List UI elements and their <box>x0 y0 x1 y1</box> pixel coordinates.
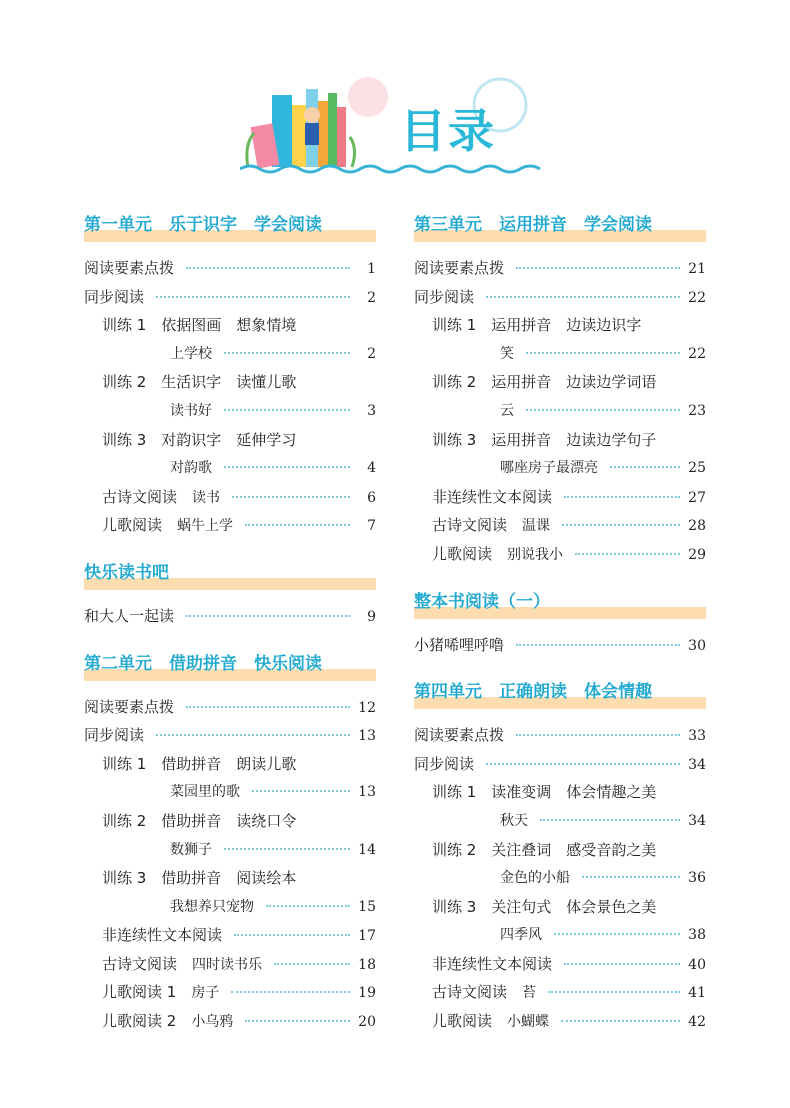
books-icon <box>251 89 346 169</box>
entry-title: 训练 2 运用拼音 边读边学词语 <box>432 373 657 392</box>
page-number: 27 <box>688 489 706 506</box>
entry-title: 读书好 <box>170 402 212 419</box>
toc-entry[interactable] <box>414 311 706 340</box>
leader-dots <box>562 524 680 526</box>
leader-dots <box>224 466 350 468</box>
toc-entry[interactable] <box>414 978 706 1007</box>
entry-title: 和大人一起读 <box>84 606 175 625</box>
toc-entry[interactable] <box>84 693 376 722</box>
toc-entry[interactable] <box>84 397 376 426</box>
leader-dots <box>186 267 350 269</box>
entry-title: 训练 1 依据图画 想象情境 <box>102 316 297 335</box>
toc-entry[interactable] <box>84 483 376 512</box>
entry-subtitle: 读书 <box>192 489 221 506</box>
entry-title: 小猪唏哩呼噜 <box>414 635 505 654</box>
toc-section <box>414 677 706 1036</box>
leader-dots <box>540 819 680 821</box>
entry-title: 训练 1 借助拼音 朗读儿歌 <box>102 754 297 773</box>
leader-dots <box>266 905 350 907</box>
entry-title: 儿歌阅读 <box>432 1012 508 1031</box>
entry-title: 金色的小船 <box>500 870 570 887</box>
toc-entry[interactable] <box>414 340 706 369</box>
toc-entry[interactable] <box>84 807 376 836</box>
entry-title: 非连续性文本阅读 <box>102 926 223 945</box>
section-heading <box>414 210 706 244</box>
leader-dots <box>564 496 680 498</box>
leader-dots <box>526 352 680 354</box>
leader-dots <box>526 409 680 411</box>
page-number: 34 <box>688 756 706 773</box>
toc-section <box>414 210 706 569</box>
toc-entry[interactable] <box>84 978 376 1007</box>
toc-entry[interactable] <box>414 368 706 397</box>
entry-title: 非连续性文本阅读 <box>432 954 553 973</box>
toc-entry[interactable] <box>414 631 706 660</box>
entry-title: 训练 3 借助拼音 阅读绘本 <box>102 869 297 888</box>
entry-title: 同步阅读 <box>414 754 475 773</box>
toc-right-column <box>414 210 706 1036</box>
heading-label: 快乐读书吧 <box>84 562 169 583</box>
child-icon <box>304 107 320 145</box>
entry-title: 古诗文阅读 <box>432 516 523 535</box>
toc-entry[interactable] <box>84 283 376 312</box>
section-heading <box>84 649 376 683</box>
entry-subtitle: 别说我小 <box>507 546 564 563</box>
entry-title: 同步阅读 <box>84 726 145 745</box>
toc-entry[interactable] <box>414 1007 706 1036</box>
leader-dots <box>561 1020 680 1022</box>
toc-section <box>84 558 376 631</box>
page-number: 6 <box>367 489 376 506</box>
toc-entry[interactable] <box>414 950 706 979</box>
leader-dots <box>564 963 680 965</box>
entry-title: 同步阅读 <box>414 287 475 306</box>
leader-dots <box>486 763 680 765</box>
entry-title: 笑 <box>500 345 514 362</box>
leader-dots <box>156 734 350 736</box>
entry-title: 云 <box>500 402 514 419</box>
page-number: 1 <box>367 261 376 277</box>
page-number: 22 <box>688 289 706 306</box>
leader-dots <box>156 296 350 298</box>
page-number: 20 <box>358 1014 376 1031</box>
toc-entry[interactable] <box>414 540 706 569</box>
leader-dots <box>224 352 350 354</box>
wave-underline <box>240 166 540 172</box>
leader-dots <box>516 267 680 269</box>
page-number: 21 <box>688 261 706 277</box>
leader-dots <box>610 466 680 468</box>
page-number: 17 <box>358 928 376 945</box>
page-number: 23 <box>688 402 706 419</box>
entry-title: 训练 2 关注叠词 感受音韵之美 <box>432 840 657 859</box>
toc-entry[interactable] <box>414 864 706 893</box>
page-number: 19 <box>358 985 376 1002</box>
page-number: 7 <box>367 518 376 535</box>
entry-title: 阅读要素点拨 <box>414 259 505 277</box>
toc-entry[interactable] <box>414 836 706 865</box>
toc-entry[interactable] <box>414 750 706 779</box>
heading-label: 第一单元 乐于识字 学会阅读 <box>84 215 322 235</box>
page-number: 3 <box>367 402 376 419</box>
sun-circle <box>348 77 388 117</box>
leader-dots <box>232 496 350 498</box>
entry-title: 阅读要素点拨 <box>414 726 505 745</box>
toc-entry[interactable] <box>84 778 376 807</box>
leader-dots <box>548 991 680 993</box>
toc-entry[interactable] <box>84 921 376 950</box>
entry-title: 菜园里的歌 <box>170 784 240 801</box>
toc-entry[interactable] <box>84 950 376 979</box>
toc-section <box>84 210 376 540</box>
leader-dots <box>245 524 350 526</box>
entry-subtitle: 小乌鸦 <box>191 1014 234 1031</box>
entry-title: 训练 3 关注句式 体会景色之美 <box>432 897 657 916</box>
heading-label: 第二单元 借助拼音 快乐阅读 <box>84 653 322 674</box>
toc-left-column <box>84 210 376 1036</box>
toc-entry[interactable] <box>84 836 376 865</box>
page-number: 30 <box>688 637 706 654</box>
entry-title: 古诗文阅读 <box>432 983 523 1002</box>
leader-dots <box>252 790 350 792</box>
entry-subtitle: 蜗牛上学 <box>177 518 234 535</box>
entry-title: 哪座房子最漂亮 <box>500 460 598 477</box>
page-number: 14 <box>358 841 376 858</box>
entry-title: 古诗文阅读 <box>102 487 193 506</box>
leader-dots <box>186 706 350 708</box>
page-number: 13 <box>358 784 376 801</box>
leader-dots <box>575 553 680 555</box>
toc-entry[interactable] <box>84 254 376 283</box>
section-heading <box>414 587 706 621</box>
toc-entry[interactable] <box>414 807 706 836</box>
entry-title: 秋天 <box>500 812 528 829</box>
entry-title: 古诗文阅读 <box>102 954 193 973</box>
page-number: 4 <box>367 460 376 477</box>
toc-entry[interactable] <box>84 340 376 369</box>
page-number: 38 <box>688 927 706 944</box>
page-number: 42 <box>688 1014 706 1031</box>
page-number: 9 <box>367 608 376 625</box>
toc-section <box>84 649 376 1036</box>
toc-entry[interactable] <box>84 454 376 483</box>
leader-dots <box>274 963 350 965</box>
page-number: 34 <box>688 812 706 829</box>
toc-entry[interactable] <box>414 721 706 750</box>
page-number: 40 <box>688 956 706 973</box>
entry-title: 四季风 <box>500 927 542 944</box>
entry-title: 非连续性文本阅读 <box>432 487 553 506</box>
section-heading <box>414 677 706 711</box>
leader-dots <box>582 876 680 878</box>
leader-dots <box>186 615 350 617</box>
toc-entry[interactable] <box>414 511 706 540</box>
toc-entry[interactable] <box>84 1007 376 1036</box>
entry-title: 训练 1 读准变调 体会情趣之美 <box>432 783 657 802</box>
page-number: 29 <box>688 546 706 563</box>
entry-title: 我想养只宠物 <box>170 898 254 915</box>
leader-dots <box>224 409 350 411</box>
page-number: 41 <box>688 985 706 1002</box>
entry-subtitle: 房子 <box>191 985 220 1002</box>
page-number: 15 <box>358 898 376 915</box>
entry-title: 儿歌阅读 <box>102 516 178 535</box>
page-number: 13 <box>358 728 376 745</box>
toc-entry[interactable] <box>414 283 706 312</box>
heading-label: 整本书阅读（一） <box>414 591 550 612</box>
leader-dots <box>516 644 680 646</box>
entry-title: 数狮子 <box>170 841 212 858</box>
leader-dots <box>231 991 350 993</box>
toc-entry[interactable] <box>414 778 706 807</box>
page-number: 2 <box>367 289 376 306</box>
section-heading <box>84 558 376 592</box>
entry-title: 阅读要素点拨 <box>84 697 175 716</box>
entry-title: 训练 2 借助拼音 读绕口令 <box>102 811 297 830</box>
toc-entry[interactable] <box>84 864 376 893</box>
entry-title: 训练 3 对韵识字 延伸学习 <box>102 430 297 449</box>
entry-subtitle: 温课 <box>522 518 551 535</box>
toc-entry[interactable] <box>84 511 376 540</box>
toc-entry[interactable] <box>414 454 706 483</box>
entry-subtitle: 小蝴蝶 <box>507 1014 550 1031</box>
heading-label: 第三单元 运用拼音 学会阅读 <box>414 215 652 235</box>
entry-subtitle: 四时读书乐 <box>192 956 263 973</box>
page-number: 18 <box>358 956 376 973</box>
page-number: 33 <box>688 728 706 745</box>
leader-dots <box>245 1020 350 1022</box>
leader-dots <box>554 933 680 935</box>
toc-entry[interactable] <box>414 921 706 950</box>
page-number: 22 <box>688 345 706 362</box>
toc-entry[interactable] <box>414 893 706 922</box>
entry-title: 训练 2 生活识字 读懂儿歌 <box>102 373 297 392</box>
entry-title: 儿歌阅读 <box>432 544 508 563</box>
toc-entry[interactable] <box>414 254 706 283</box>
entry-title: 阅读要素点拨 <box>84 259 175 277</box>
toc-entry[interactable] <box>84 893 376 922</box>
entry-title: 对韵歌 <box>170 460 212 477</box>
toc-entry[interactable] <box>84 750 376 779</box>
leader-dots <box>516 734 680 736</box>
toc-section <box>414 587 706 660</box>
toc-entry[interactable] <box>84 368 376 397</box>
toc-entry[interactable] <box>84 311 376 340</box>
page-number: 36 <box>688 870 706 887</box>
page-number: 28 <box>688 518 706 535</box>
leader-dots <box>486 296 680 298</box>
page-number: 12 <box>358 699 376 716</box>
page-number: 25 <box>688 460 706 477</box>
page-title: 目录 <box>400 104 496 158</box>
toc-entry[interactable] <box>414 426 706 455</box>
entry-title: 儿歌阅读 2 <box>102 1012 192 1031</box>
entry-subtitle: 苔 <box>522 985 537 1002</box>
entry-title: 同步阅读 <box>84 287 145 306</box>
toc-entry[interactable] <box>84 602 376 631</box>
toc-entry[interactable] <box>84 426 376 455</box>
entry-title: 训练 3 运用拼音 边读边学句子 <box>432 430 657 449</box>
toc-entry[interactable] <box>84 721 376 750</box>
section-heading <box>84 210 376 244</box>
leader-dots <box>224 848 350 850</box>
entry-title: 上学校 <box>170 345 212 362</box>
page-number: 2 <box>367 345 376 362</box>
toc-entry[interactable] <box>414 397 706 426</box>
entry-title: 训练 1 运用拼音 边读边识字 <box>432 316 642 335</box>
entry-title: 儿歌阅读 1 <box>102 983 192 1002</box>
heading-label: 第四单元 正确朗读 体会情趣 <box>414 682 652 703</box>
leader-dots <box>234 934 350 936</box>
toc-entry[interactable] <box>414 483 706 512</box>
